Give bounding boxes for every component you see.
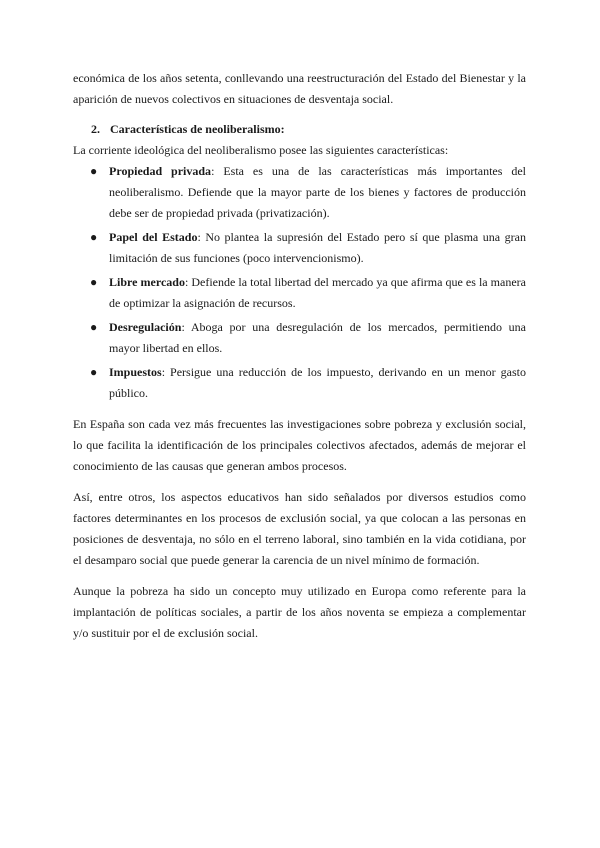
item-text: : Esta es una de las características más importantes del neoliberalismo. Defiende que la mayor parte de los bienes y factores de producción debe ser de propiedad privada (privatización). xyxy=(109,164,526,220)
list-item xyxy=(73,161,526,224)
intro-paragraph: económica de los años setenta, conllevando una reestructuración del Estado del Bienestar y la aparición de nuevos colectivos en situaciones de desventaja social. xyxy=(73,71,526,106)
document-page xyxy=(73,68,526,644)
bullet-icon: ● xyxy=(90,275,98,289)
item-term: Papel del Estado xyxy=(109,230,198,244)
bullet-icon: ● xyxy=(90,320,98,334)
characteristics-list xyxy=(73,161,526,404)
list-item xyxy=(73,362,526,404)
section-heading xyxy=(91,119,526,140)
body-paragraph: Así, entre otros, los aspectos educativos han sido señalados por diversos estudios como factores determinantes en los procesos de exclusión social, ya que colocan a las personas en posiciones de desventaja, no sólo en el terreno laboral, sino también en la vida cotidiana, por el desamparo social que puede generar la carencia de un nivel mínimo de formación. xyxy=(73,490,526,567)
list-item xyxy=(73,227,526,269)
item-term: Impuestos xyxy=(109,365,162,379)
item-term: Propiedad privada xyxy=(109,164,212,178)
list-item xyxy=(73,272,526,314)
section-number: 2. xyxy=(91,122,100,136)
bullet-icon: ● xyxy=(90,230,98,244)
list-item xyxy=(73,317,526,359)
item-term: Libre mercado xyxy=(109,275,185,289)
item-term: Desregulación xyxy=(109,320,182,334)
lead-paragraph: La corriente ideológica del neoliberalismo posee las siguientes características: xyxy=(73,143,449,157)
item-text: : Aboga por una desregulación de los mercados, permitiendo una mayor libertad en ellos. xyxy=(109,320,526,355)
item-text: : Persigue una reducción de los impuesto, derivando en un menor gasto público. xyxy=(109,365,526,400)
bullet-icon: ● xyxy=(90,365,98,379)
bullet-icon: ● xyxy=(90,164,98,178)
item-text: : No plantea la supresión del Estado pero sí que plasma una gran limitación de sus funciones (poco intervencionismo). xyxy=(109,230,526,265)
body-paragraph: En España son cada vez más frecuentes las investigaciones sobre pobreza y exclusión social, lo que facilita la identificación de los principales colectivos afectados, además de mejorar el conocimiento de las causas que generan ambos procesos. xyxy=(73,417,526,473)
body-paragraph: Aunque la pobreza ha sido un concepto muy utilizado en Europa como referente para la implantación de políticas sociales, a partir de los años noventa se empieza a complementar y/o sustituir por el de exclusión social. xyxy=(73,584,526,640)
section-title: Características de neoliberalismo: xyxy=(110,122,285,136)
item-text: : Defiende la total libertad del mercado ya que afirma que es la manera de optimizar la asignación de recursos. xyxy=(109,275,526,310)
